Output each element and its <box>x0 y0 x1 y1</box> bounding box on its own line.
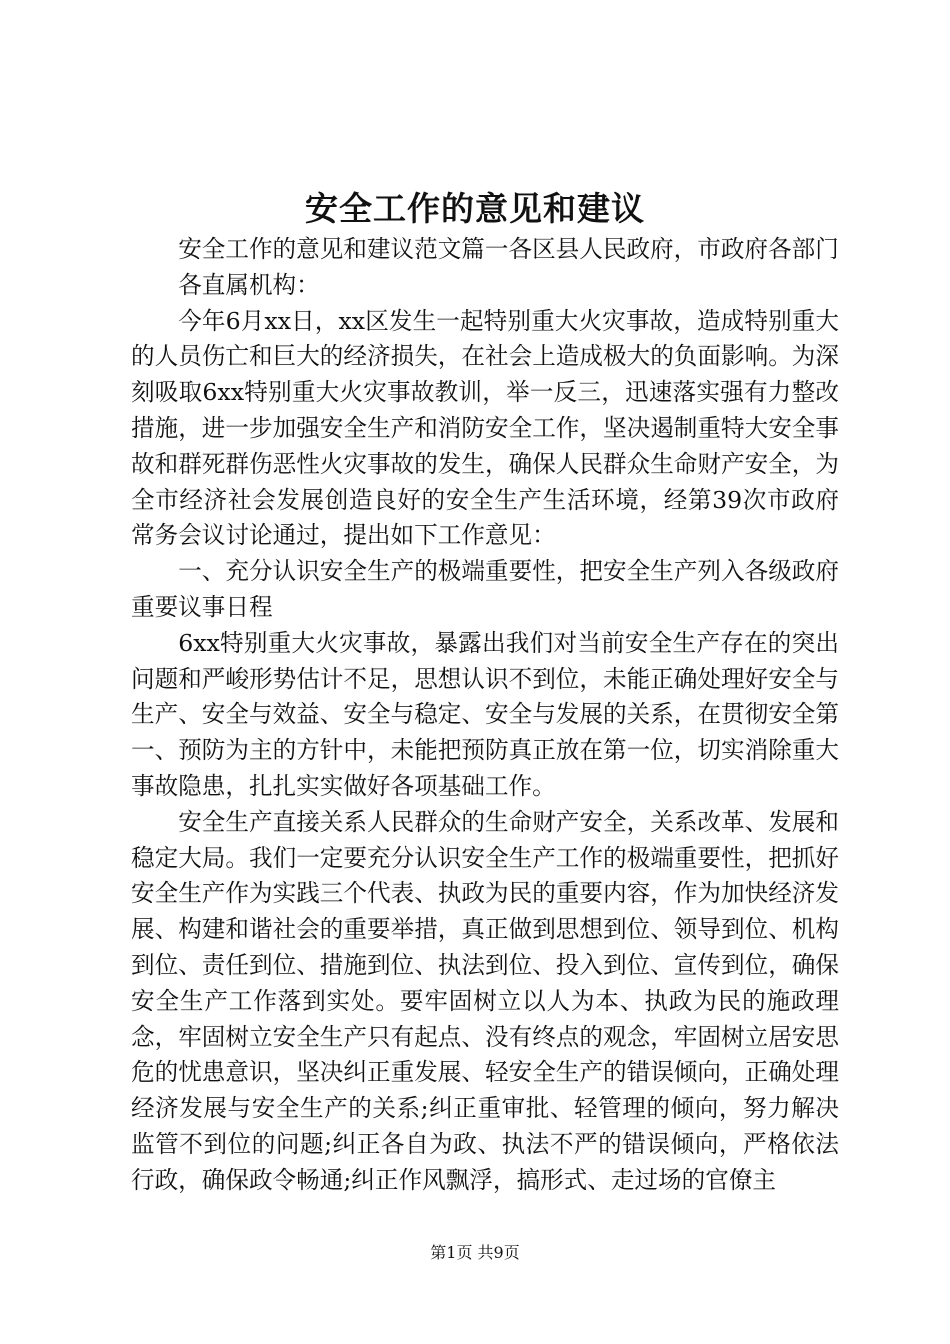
paragraph-6: 安全生产直接关系人民群众的生命财产安全，关系改革、发展和稳定大局。我们一定要充分认识安全生产工作的极端重要性，把抓好安全生产作为实践三个代表、执政为民的重要内容，作为加快经济发展、构建和谐社会的重要举措，真正做到思想到位、领导到位、机构到位、责任到位、措施到位、执法到位、投入到位、宣传到位，确保安全生产工作落到实处。要牢固树立以人为本、执政为民的施政理念，牢固树立安全生产只有起点、没有终点的观念，牢固树立居安思危的忧患意识，坚决纠正重发展、轻安全生产的错误倾向，正确处理经济发展与安全生产的关系;纠正重审批、轻管理的倾向，努力解决监管不到位的问题;纠正各自为政、执法不严的错误倾向，严格依法行政，确保政令畅通;纠正作风飘浮，搞形式、走过场的官僚主 <box>131 807 839 1194</box>
paragraph-1: 安全工作的意见和建议范文篇一各区县人民政府，市政府各部门 <box>178 235 839 263</box>
document-title: 安全工作的意见和建议 <box>305 189 645 228</box>
paragraph-5: 6xx特别重大火灾事故，暴露出我们对当前安全生产存在的突出问题和严峻形势估计不足，思想认识不到位，未能正确处理好安全与生产、安全与效益、安全与稳定、安全与发展的关系，在贯彻安全第一、预防为主的方针中，未能把预防真正放在第一位，切实消除重大事故隐患，扎扎实实做好各项基础工作。 <box>131 628 839 800</box>
document-body <box>131 232 839 1199</box>
page-number-footer: 第1页 共9页 <box>430 1243 520 1262</box>
paragraph-3: 今年6月xx日，xx区发生一起特别重大火灾事故，造成特别重大的人员伤亡和巨大的经济损失，在社会上造成极大的负面影响。为深刻吸取6xx特别重大火灾事故教训，举一反三，迅速落实强有力整改措施，进一步加强安全生产和消防安全工作，坚决遏制重特大安全事故和群死群伤恶性火灾事故的发生，确保人民群众生命财产安全，为全市经济社会发展创造良好的安全生产生活环境，经第39次市政府常务会议讨论通过，提出如下工作意见： <box>131 306 839 550</box>
paragraph-4: 一、充分认识安全生产的极端重要性，把安全生产列入各级政府重要议事日程 <box>131 557 839 621</box>
paragraph-2: 各直属机构： <box>178 270 320 299</box>
